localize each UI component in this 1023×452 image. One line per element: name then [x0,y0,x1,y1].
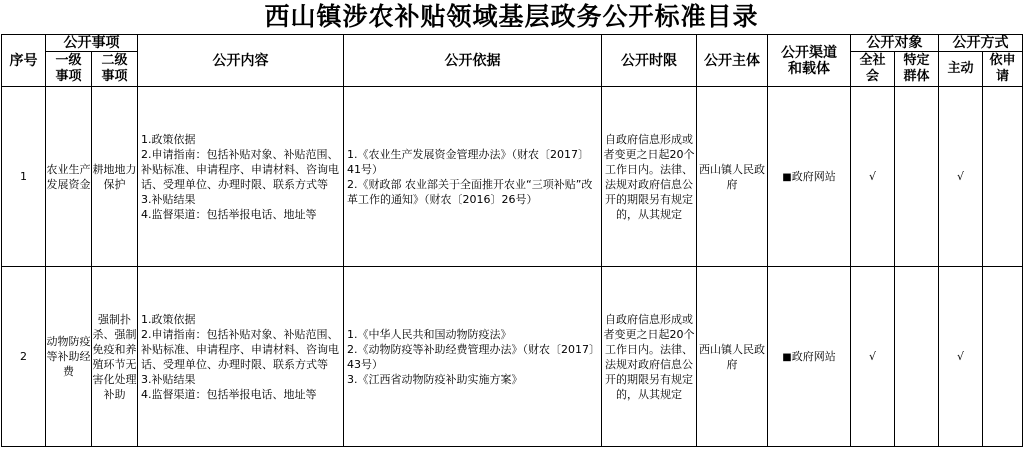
row-content: 1.政策依据 2.申请指南：包括补贴对象、补贴范围、补贴标准、申请程序、申请材料、咨询电话、受理单位、办理时限、联系方式等 3.补贴结果 4.监督渠道：包括举报电话、地址等 [138,267,344,447]
catalog-table [1,34,1023,447]
header-audience-specific: 特定 群体 [895,52,939,87]
row-level2: 强制扑杀、强制免疫和养殖环节无害化处理补助 [92,267,138,447]
row-level2: 耕地地力保护 [92,87,138,267]
row-audience-all: √ [851,267,895,447]
row-method-active: √ [939,267,983,447]
row-content: 1.政策依据 2.申请指南：包括补贴对象、补贴范围、补贴标准、申请程序、申请材料、咨询电话、受理单位、办理时限、联系方式等 3.补贴结果 4.监督渠道：包括举报电话、地址等 [138,87,344,267]
row-channel [768,87,851,267]
channel-label: 政府网站 [791,349,836,363]
table-row [2,87,1023,267]
header-time-limit: 公开时限 [602,35,697,87]
header-audience-group: 公开对象 [851,35,939,52]
table-row [2,267,1023,447]
row-subject: 西山镇人民政府 [697,87,768,267]
row-method-request [983,87,1023,267]
row-audience-all: √ [851,87,895,267]
row-level1: 农业生产发展资金 [46,87,92,267]
row-level1: 动物防疫等补助经费 [46,267,92,447]
header-method-active: 主动 [939,52,983,87]
header-method-group: 公开方式 [939,35,1023,52]
square-bullet-icon: ■ [782,171,792,183]
row-audience-specific [895,267,939,447]
row-method-active: √ [939,87,983,267]
header-items-group: 公开事项 [46,35,138,52]
header-basis: 公开依据 [344,35,602,87]
header-method-request: 依申 请 [983,52,1023,87]
header-seq: 序号 [2,35,46,87]
row-subject: 西山镇人民政府 [697,267,768,447]
header-subject: 公开主体 [697,35,768,87]
channel-label: 政府网站 [791,169,836,183]
row-time-limit: 自政府信息形成或者变更之日起20个工作日内。法律、法规对政府信息公开的期限另有规定的，从其规定 [602,87,697,267]
header-audience-all: 全社 会 [851,52,895,87]
header-content: 公开内容 [138,35,344,87]
row-seq: 2 [2,267,46,447]
row-audience-specific [895,87,939,267]
row-basis: 1.《农业生产发展资金管理办法》（财农〔2017〕41号） 2.《财政部 农业部关于全面推开农业“三项补贴”改革工作的通知》（财农〔2016〕26号） [344,87,602,267]
square-bullet-icon: ■ [782,351,792,363]
header-level2: 二级 事项 [92,52,138,87]
row-channel [768,267,851,447]
row-seq: 1 [2,87,46,267]
row-basis: 1.《中华人民共和国动物防疫法》 2.《动物防疫等补助经费管理办法》（财农〔2017〕43号） 3.《江西省动物防疫补助实施方案》 [344,267,602,447]
row-method-request [983,267,1023,447]
header-channel: 公开渠道 和载体 [768,35,851,87]
row-time-limit: 自政府信息形成或者变更之日起20个工作日内。法律、法规对政府信息公开的期限另有规定的，从其规定 [602,267,697,447]
header-level1: 一级 事项 [46,52,92,87]
page-title: 西山镇涉农补贴领域基层政务公开标准目录 [264,2,759,31]
